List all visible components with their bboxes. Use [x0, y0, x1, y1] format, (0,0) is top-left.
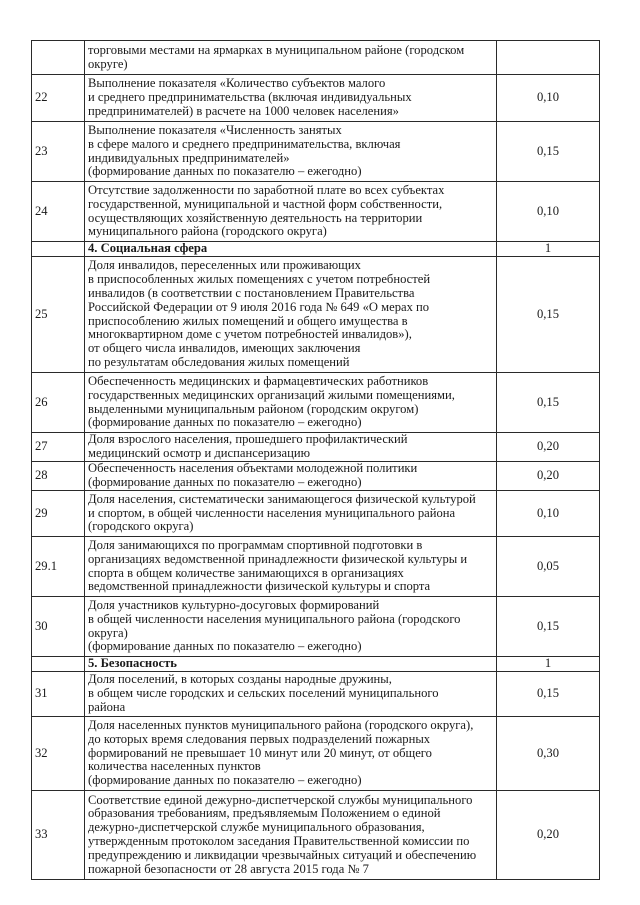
indicator-weight: 0,15: [497, 122, 600, 182]
table-row: [32, 597, 600, 657]
table-row: [32, 75, 600, 122]
row-number: 29.1: [32, 537, 85, 597]
indicators-table: [31, 40, 600, 880]
indicator-weight: 0,05: [497, 537, 600, 597]
indicator-weight: 0,15: [497, 672, 600, 717]
row-number: 28: [32, 462, 85, 491]
indicator-weight: 0,10: [497, 491, 600, 537]
table-row: [32, 257, 600, 373]
indicator-text: Доля населенных пунктов муниципального района (городского округа), до которых время следования первых подразделений пожарных формирований не превышает 10 минут или 20 минут, от общего количества населенных пунктов (формирование данных по показателю – ежегодно): [85, 717, 497, 791]
row-number: 30: [32, 597, 85, 657]
table-row: [32, 433, 600, 462]
table-row: [32, 491, 600, 537]
indicator-text: Доля взрослого населения, прошедшего профилактический медицинский осмотр и диспансеризацию: [85, 433, 497, 462]
table-row: [32, 672, 600, 717]
indicator-weight: 0,20: [497, 433, 600, 462]
table-row: [32, 182, 600, 242]
indicator-weight: 0,15: [497, 257, 600, 373]
row-number: 32: [32, 717, 85, 791]
indicator-text: Соответствие единой дежурно-диспетчерской службы муниципального образования требованиям, предъявляемым Положением о единой дежурно-диспетчерской службе муниципального образования, утвержденным протоколом заседания Правительственной комиссии по предупреждению и ликвидации чрезвычайных ситуаций и обеспечению пожарной безопасности от 28 августа 2015 года № 7: [85, 791, 497, 880]
row-number: [32, 41, 85, 75]
indicator-text: Обеспеченность населения объектами молодежной политики (формирование данных по показателю – ежегодно): [85, 462, 497, 491]
indicator-text: Обеспеченность медицинских и фармацевтических работников государственных медицинских организаций жилыми помещениями, выделенными муниципальным районом (городским округом) (формирование данных по показателю – ежегодно): [85, 373, 497, 433]
table-row: [32, 462, 600, 491]
indicator-weight: 0,15: [497, 373, 600, 433]
indicator-text: Доля поселений, в которых созданы народные дружины, в общем числе городских и сельских поселений муниципального района: [85, 672, 497, 717]
row-number: 33: [32, 791, 85, 880]
row-number: 27: [32, 433, 85, 462]
indicator-text: Доля инвалидов, переселенных или проживающих в приспособленных жилых помещениях с учетом потребностей инвалидов (в соответствии с постановлением Правительства Российской Федерации от 9 июля 2016 года № 649 «О мерах по приспособлению жилых помещений и общего имущества в многоквартирном доме с учетом потребностей инвалидов»), от общего числа инвалидов, имеющих заключения по результатам обследования жилых помещений: [85, 257, 497, 373]
row-number: 23: [32, 122, 85, 182]
indicator-text: Доля занимающихся по программам спортивной подготовки в организациях ведомственной принадлежности физической культуры и спорта в общем количестве занимающихся в организациях ведомственной принадлежности физической культуры и спорта: [85, 537, 497, 597]
section-title: 5. Безопасность: [85, 657, 497, 672]
indicator-weight: [497, 41, 600, 75]
row-number: 29: [32, 491, 85, 537]
section-title: 4. Социальная сфера: [85, 242, 497, 257]
indicator-text: Отсутствие задолженности по заработной плате во всех субъектах государственной, муниципальной и частной форм собственности, осуществляющих хозяйственную деятельность на территории муниципального района (городского округа): [85, 182, 497, 242]
row-number: 26: [32, 373, 85, 433]
row-number: [32, 242, 85, 257]
row-number: 22: [32, 75, 85, 122]
indicator-weight: 0,10: [497, 75, 600, 122]
table-row: [32, 373, 600, 433]
row-number: 24: [32, 182, 85, 242]
table-body: [32, 41, 600, 880]
indicator-weight: 1: [497, 657, 600, 672]
row-number: 25: [32, 257, 85, 373]
table-row: [32, 791, 600, 880]
indicator-weight: 0,20: [497, 791, 600, 880]
indicator-weight: 0,10: [497, 182, 600, 242]
table-row: [32, 122, 600, 182]
indicator-text: Доля населения, систематически занимающегося физической культурой и спортом, в общей численности населения муниципального района (городского округа): [85, 491, 497, 537]
table-row: [32, 717, 600, 791]
indicator-weight: 0,15: [497, 597, 600, 657]
table-row: [32, 41, 600, 75]
row-number: [32, 657, 85, 672]
indicator-text: Выполнение показателя «Численность занятых в сфере малого и среднего предпринимательства, включая индивидуальных предпринимателей» (формирование данных по показателю – ежегодно): [85, 122, 497, 182]
row-number: 31: [32, 672, 85, 717]
section-header-row: [32, 657, 600, 672]
section-header-row: [32, 242, 600, 257]
indicator-weight: 0,30: [497, 717, 600, 791]
table-row: [32, 537, 600, 597]
indicator-weight: 1: [497, 242, 600, 257]
indicator-text: Выполнение показателя «Количество субъектов малого и среднего предпринимательства (включая индивидуальных предпринимателей) в расчете на 1000 человек населения»: [85, 75, 497, 122]
indicator-weight: 0,20: [497, 462, 600, 491]
indicator-text: Доля участников культурно-досуговых формирований в общей численности населения муниципального района (городского округа) (формирование данных по показателю – ежегодно): [85, 597, 497, 657]
indicator-text: торговыми местами на ярмарках в муниципальном районе (городском округе): [85, 41, 497, 75]
